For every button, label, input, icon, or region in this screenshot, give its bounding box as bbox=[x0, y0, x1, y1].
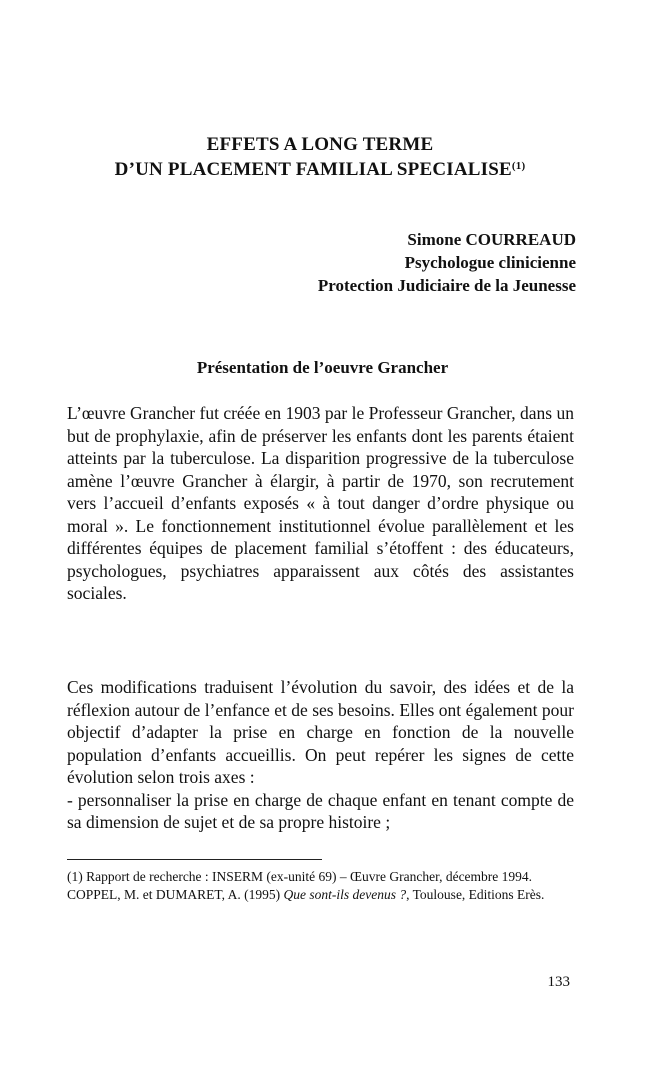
body-paragraph-2 bbox=[67, 676, 574, 834]
footnote-1: (1) Rapport de recherche : INSERM (ex-unité 69) – Œuvre Grancher, décembre 1994. bbox=[67, 869, 533, 884]
title-line-2 bbox=[0, 157, 640, 182]
bullet-item-1: - personnaliser la prise en charge de chaque enfant en tenant compte de sa dimension de sujet et de sa propre histoire ; bbox=[67, 789, 574, 832]
footnote-reference bbox=[67, 886, 574, 904]
title-footnote-marker: (1) bbox=[511, 160, 526, 172]
title-line-1: EFFETS A LONG TERME bbox=[206, 134, 434, 155]
footnote-divider bbox=[67, 859, 322, 860]
paragraph-1-text: L’œuvre Grancher fut créée en 1903 par le Professeur Grancher, dans un but de prophylaxie, afin de préserver les enfants dont les parents étaient atteints par la tuberculose. La disparition progressive de la tuberculose amène l’œuvre Grancher à élargir, à partir de 1970, son recrutement vers l’accueil d’enfants exposés « à tout danger d’ordre physique ou moral ». Le fonctionnement institutionnel évolue parallèlement et les différentes équipes de placement familial s’étoffent : des éducateurs, psychologues, psychiatres apparaissent aux côtés des assistantes sociales. bbox=[67, 403, 574, 603]
footnotes bbox=[67, 868, 574, 903]
reference-title: Que sont-ils devenus ? bbox=[283, 886, 407, 902]
reference-publisher: , Toulouse, Editions Erès. bbox=[406, 886, 545, 902]
author-name: Simone COURREAUD bbox=[407, 230, 576, 249]
author-role: Psychologue clinicienne bbox=[404, 253, 576, 272]
reference-authors: COPPEL, M. et DUMARET, A. (1995) bbox=[67, 886, 284, 902]
article-title bbox=[0, 132, 640, 182]
author-institution: Protection Judiciaire de la Jeunesse bbox=[317, 276, 576, 295]
author-block bbox=[318, 228, 576, 297]
body-paragraph-1 bbox=[67, 402, 574, 605]
page-number: 133 bbox=[547, 974, 570, 990]
section-heading: Présentation de l’oeuvre Grancher bbox=[196, 358, 449, 377]
title-line-2-text: D’UN PLACEMENT FAMILIAL SPECIALISE bbox=[114, 159, 512, 180]
paragraph-2-text: Ces modifications traduisent l’évolution du savoir, des idées et de la réflexion autour de l’enfance et de ses besoins. Elles ont également pour objectif d’adapter la prise en charge en fonction de la nouvelle population d’enfants accueillis. On peut repérer les signes de cette évolution selon trois axes : bbox=[67, 677, 574, 787]
